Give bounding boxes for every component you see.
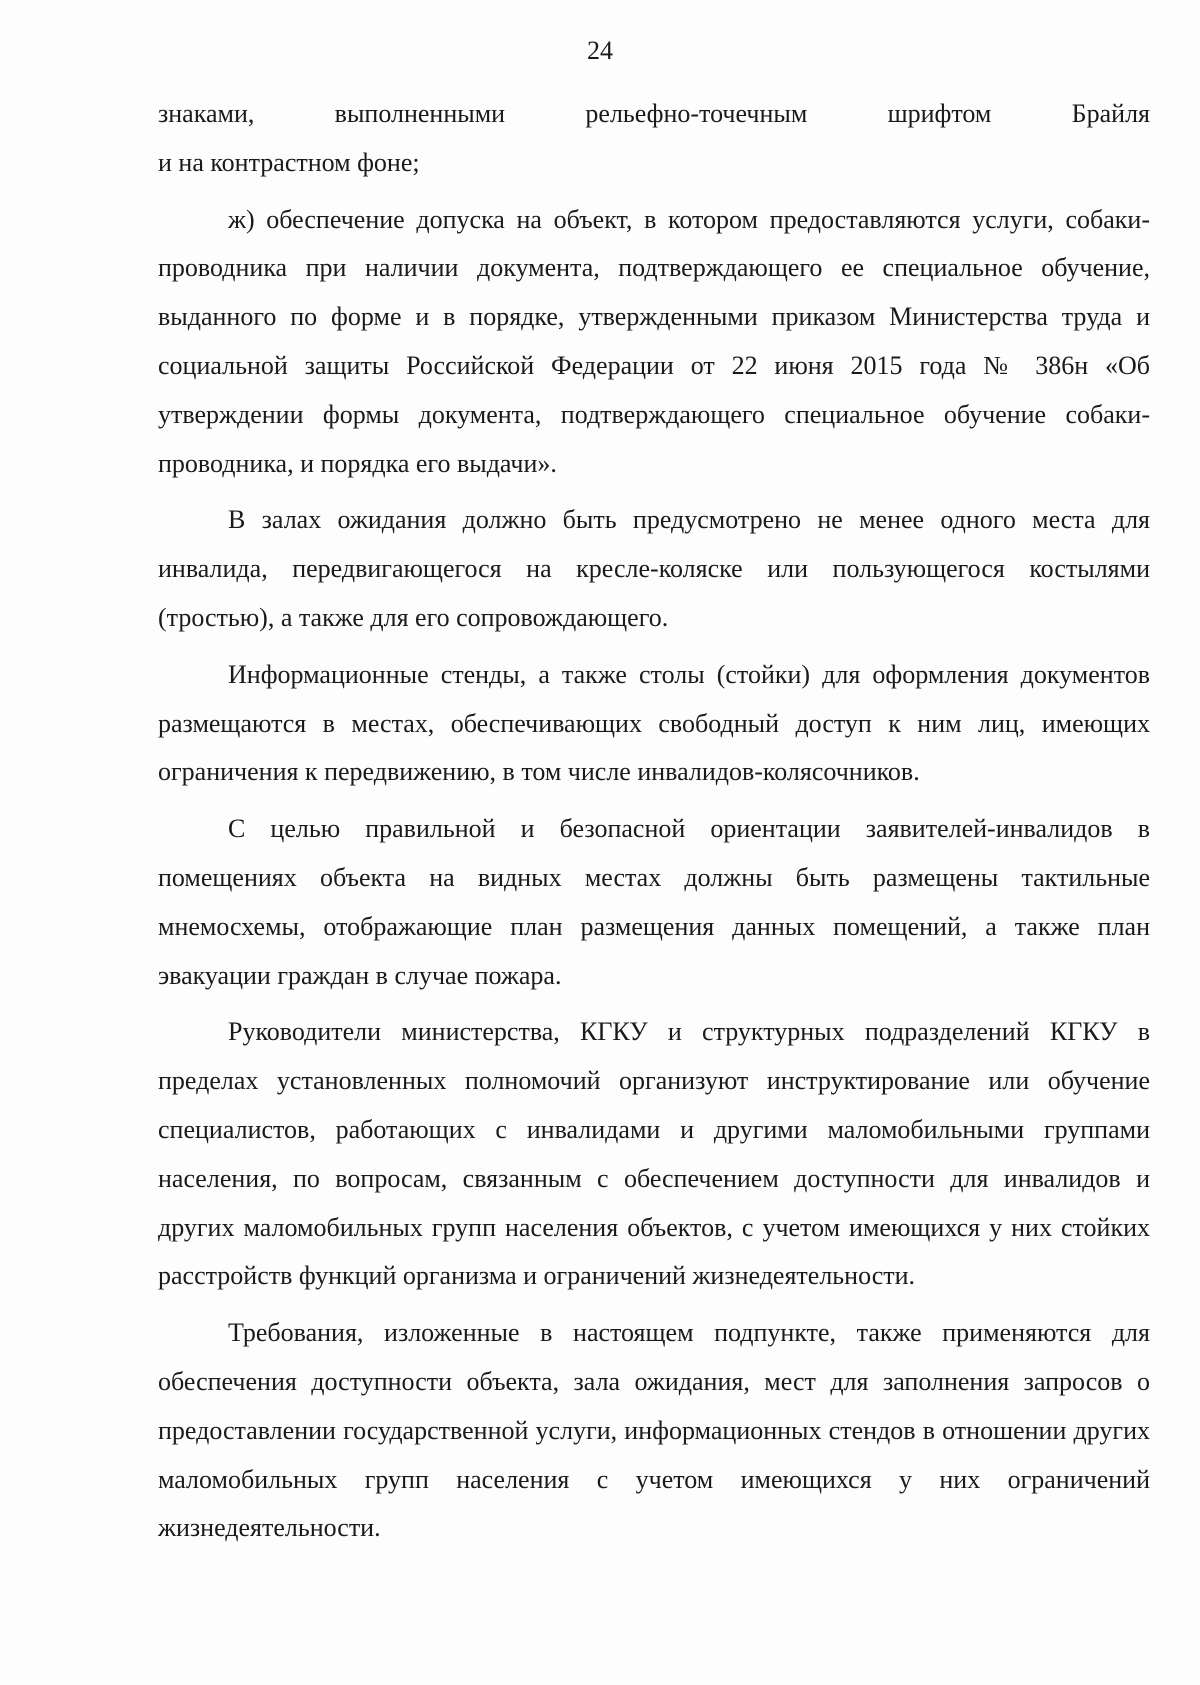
paragraph-staff-training: Руководители министерства, КГКУ и структурных подразделений КГКУ в пределах установленных полномочий организуют инструктирование или обучение специалистов, работающих с инвалидами и другими маломобильными группами населения, по вопросам, связанным с обеспечением доступности для инвалидов и других маломобильных групп населения объектов, с учетом имеющихся у них стойких расстройств функций организма и ограничений жизнедеятельности. [158,1017,1150,1291]
continuation-line-2: и на контрастном фоне; [158,147,420,177]
paragraph-guide-dog: ж) обеспечение допуска на объект, в котором предоставляются услуги, собаки-проводника при наличии документа, подтверждающего ее специальное обучение, выданного по форме и в порядке, утвержденными приказом Министерства труда и социальной защиты Российской Федерации от 22 июня 2015 года № 386н «Об утверждении формы документа, подтверждающего специальное обучение собаки-проводника, и порядка его выдачи». [158,204,1150,478]
continuation-paragraph [158,90,1150,188]
paragraph-waiting-room: В залах ожидания должно быть предусмотрено не менее одного места для инвалида, передвигающегося на кресле-коляске или пользующегося костылями (тростью), а также для его сопровождающего. [158,505,1150,632]
paragraph-requirements: Требования, изложенные в настоящем подпункте, также применяются для обеспечения доступности объекта, зала ожидания, мест для заполнения запросов о предоставлении государственной услуги, информационных стендов в отношении других маломобильных групп населения с учетом имеющихся у них ограничений жизнедеятельности. [158,1318,1150,1543]
paragraph-tactile-schemes: С целью правильной и безопасной ориентации заявителей-инвалидов в помещениях объекта на видных местах должны быть размещены тактильные мнемосхемы, отображающие план размещения данных помещений, а также план эвакуации граждан в случае пожара. [158,814,1150,990]
paragraph-info-stands: Информационные стенды, а также столы (стойки) для оформления документов размещаются в местах, обеспечивающих свободный доступ к ним лиц, имеющих ограничения к передвижению, в том числе инвалидов-колясочников. [158,659,1150,787]
continuation-line-1: знаками, выполненными рельефно-точечным шрифтом Брайля [158,99,1150,128]
document-body [158,90,1150,1561]
page-number: 24 [587,36,613,65]
